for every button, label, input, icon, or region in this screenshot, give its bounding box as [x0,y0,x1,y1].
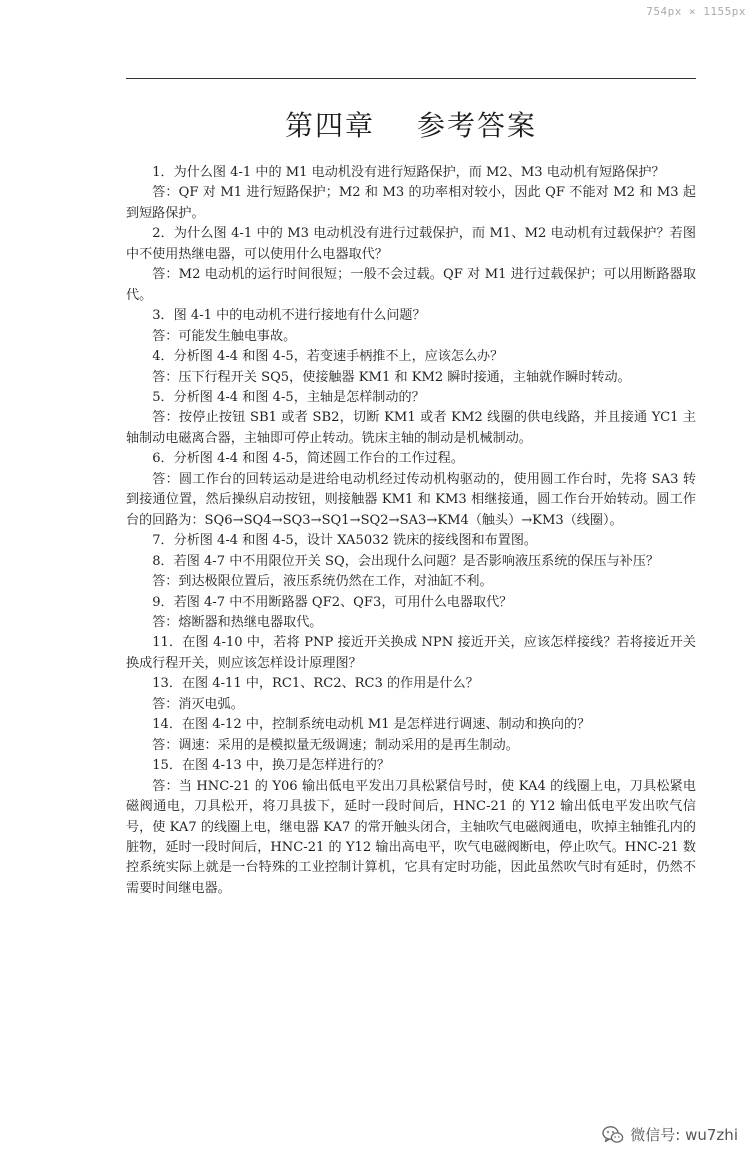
paragraph: 答：QF 对 M1 进行短路保护；M2 和 M3 的功率相对较小，因此 QF 不能对 M2 和 M3 起到短路保护。 [126,185,696,221]
paragraph: 答：到达极限位置后，液压系统仍然在工作，对油缸不利。 [152,574,493,590]
paragraph: 答：当 HNC-21 的 Y06 输出低电平发出刀具松紧信号时，使 KA4 的线圈上电，刀具松紧电磁阀通电，刀具松开，将刀具拔下，延时一段时间后，HNC-21 的 Y12 输出低电平发出吹气信号，使 KA7 的线圈上电，继电器 KA7 的常开触头闭合，主轴吹气电磁阀通电，吹掉主轴锥孔内的脏物，延时一段时间后，HNC-21 的 Y12 输出高电平，吹气电磁阀断电，停止吹气。HNC-21 数控系统实际上就是一台特殊的工业控制计算机，它具有定时功能，因此虽然吹气时有延时，仍然不需要时间继电器。 [126,778,696,896]
paragraph: 答：圆工作台的回转运动是进给电动机经过传动机构驱动的，使用圆工作台时，先将 SA3 转到接通位置，然后操纵启动按钮，则接触器 KM1 和 KM3 相继接通，圆工作台开始转动。圆工作台的回路为：SQ6→SQ4→SQ3→SQ1→SQ2→SA3→KM4（触头）→KM3（线圈）。 [126,471,696,528]
wechat-watermark [602,1124,738,1145]
paragraph: 6．分析图 4-4 和图 4-5，简述圆工作台的工作过程。 [152,451,464,467]
paragraph: 2．为什么图 4-1 中的 M3 电动机没有进行过载保护，而 M1、M2 电动机有过载保护？若图中不使用热继电器，可以使用什么电器取代？ [126,226,696,262]
paragraph: 答：压下行程开关 SQ5，使接触器 KM1 和 KM2 瞬时接通，主轴就作瞬时转动。 [152,369,631,385]
paragraph: 9．若图 4-7 中不用断路器 QF2、QF3，可用什么电器取代？ [152,594,513,610]
paragraph: 11．在图 4-10 中，若将 PNP 接近开关换成 NPN 接近开关，应该怎样接线？若将接近开关换成行程开关，则应该怎样设计原理图？ [126,635,696,671]
paragraph: 答：消灭电弧。 [152,696,244,712]
paragraph: 答：熔断器和热继电器取代。 [152,614,323,630]
wechat-id: 微信号: wu7zhi [630,1126,738,1144]
paragraph: 答：M2 电动机的运行时间很短；一般不会过载。QF 对 M1 进行过载保护；可以用断路器取代。 [126,267,696,303]
paragraph: 7．分析图 4-4 和图 4-5，设计 XA5032 铣床的接线图和布置图。 [152,533,538,549]
paragraph: 1．为什么图 4-1 中的 M1 电动机没有进行短路保护，而 M2、M3 电动机有短路保护？ [152,165,665,180]
paragraph: 15．在图 4-13 中，换刀是怎样进行的？ [152,758,390,774]
paragraph: 13．在图 4-11 中，RC1、RC2、RC3 的作用是什么？ [152,676,479,692]
wechat-icon [602,1125,624,1145]
answer-content [126,163,696,899]
paragraph: 答：按停止按钮 SB1 或者 SB2，切断 KM1 或者 KM2 线圈的供电线路，并且接通 YC1 主轴制动电磁离合器，主轴即可停止转动。铣床主轴的制动是机械制动。 [126,410,696,446]
paragraph: 4．分析图 4-4 和图 4-5，若变速手柄推不上，应该怎么办？ [152,349,504,365]
header-rule [126,78,696,79]
paragraph: 3．图 4-1 中的电动机不进行接地有什么问题？ [152,308,426,324]
image-size-label: 754px × 1155px [646,5,746,18]
chapter-number: 第四章 [284,109,375,142]
paragraph: 5．分析图 4-4 和图 4-5，主轴是怎样制动的？ [152,389,425,405]
paragraph: 答：可能发生触电事故。 [152,328,297,344]
paragraph: 8．若图 4-7 中不用限位开关 SQ，会出现什么问题？是否影响液压系统的保压与补压？ [152,553,659,569]
chapter-subtitle: 参考答案 [417,109,538,142]
chapter-title [126,104,696,144]
paragraph: 14．在图 4-12 中，控制系统电动机 M1 是怎样进行调速、制动和换向的？ [152,717,591,733]
paragraph: 答：调速：采用的是模拟量无级调速；制动采用的是再生制动。 [152,737,519,753]
